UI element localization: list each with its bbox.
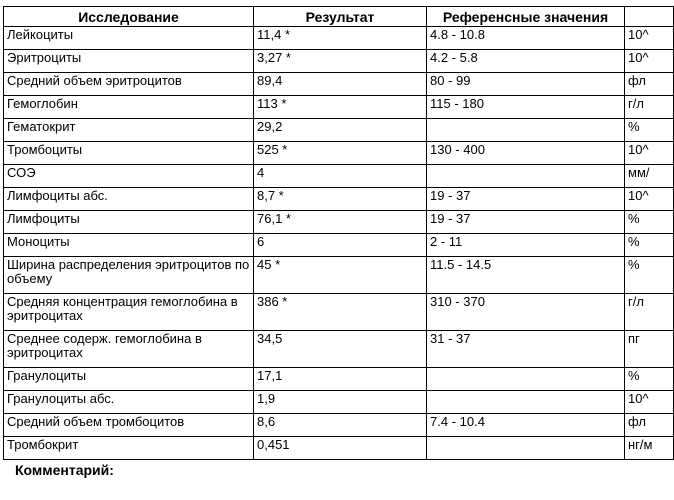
cell-result: 3,27 * <box>254 50 427 73</box>
comment-label: Комментарий: <box>15 462 114 478</box>
cell-result: 113 * <box>254 96 427 119</box>
cell-unit: % <box>625 234 674 257</box>
cell-unit: 10^ <box>625 391 674 414</box>
cell-test-name: Тромбокрит <box>4 437 254 460</box>
cell-test-name: Тромбоциты <box>4 142 254 165</box>
cell-test-name: Средний объем эритроцитов <box>4 73 254 96</box>
table-row <box>4 257 674 294</box>
cell-reference: 115 - 180 <box>427 96 625 119</box>
cell-reference: 310 - 370 <box>427 294 625 331</box>
cell-unit: % <box>625 211 674 234</box>
cell-unit: 10^ <box>625 27 674 50</box>
cell-test-name: Среднее содерж. гемоглобина в эритроцитах <box>4 331 254 368</box>
cell-reference: 31 - 37 <box>427 331 625 368</box>
cell-test-name: Моноциты <box>4 234 254 257</box>
cell-result: 29,2 <box>254 119 427 142</box>
results-table <box>3 6 674 460</box>
table-row <box>4 96 674 119</box>
table-row <box>4 27 674 50</box>
cell-unit: % <box>625 119 674 142</box>
cell-test-name: Гемоглобин <box>4 96 254 119</box>
cell-unit: нг/м <box>625 437 674 460</box>
cell-reference <box>427 437 625 460</box>
cell-reference <box>427 368 625 391</box>
table-row <box>4 234 674 257</box>
header-unit <box>625 7 674 27</box>
cell-unit: фл <box>625 414 674 437</box>
cell-unit: фл <box>625 73 674 96</box>
cell-unit: пг <box>625 331 674 368</box>
cell-result: 17,1 <box>254 368 427 391</box>
cell-reference: 7.4 - 10.4 <box>427 414 625 437</box>
cell-result: 89,4 <box>254 73 427 96</box>
cell-test-name: СОЭ <box>4 165 254 188</box>
cell-result: 34,5 <box>254 331 427 368</box>
cell-result: 45 * <box>254 257 427 294</box>
table-row <box>4 142 674 165</box>
table-row <box>4 437 674 460</box>
cell-test-name: Средний объем тромбоцитов <box>4 414 254 437</box>
table-row <box>4 391 674 414</box>
cell-result: 6 <box>254 234 427 257</box>
table-row <box>4 331 674 368</box>
cell-reference <box>427 165 625 188</box>
cell-test-name: Гранулоциты <box>4 368 254 391</box>
cell-unit: % <box>625 368 674 391</box>
table-row <box>4 165 674 188</box>
cell-result: 8,7 * <box>254 188 427 211</box>
cell-reference: 19 - 37 <box>427 211 625 234</box>
cell-reference: 11.5 - 14.5 <box>427 257 625 294</box>
cell-test-name: Средняя концентрация гемоглобина в эритроцитах <box>4 294 254 331</box>
table-row <box>4 73 674 96</box>
cell-unit: мм/ <box>625 165 674 188</box>
cell-reference: 4.2 - 5.8 <box>427 50 625 73</box>
cell-reference: 130 - 400 <box>427 142 625 165</box>
cell-result: 1,9 <box>254 391 427 414</box>
cell-reference: 80 - 99 <box>427 73 625 96</box>
cell-result: 0,451 <box>254 437 427 460</box>
cell-test-name: Гранулоциты абс. <box>4 391 254 414</box>
cell-unit: г/л <box>625 96 674 119</box>
cell-result: 525 * <box>254 142 427 165</box>
table-row <box>4 119 674 142</box>
cell-unit: % <box>625 257 674 294</box>
cell-unit: 10^ <box>625 50 674 73</box>
cell-unit: 10^ <box>625 142 674 165</box>
table-row <box>4 50 674 73</box>
cell-test-name: Гематокрит <box>4 119 254 142</box>
header-test: Исследование <box>4 7 254 27</box>
cell-result: 8,6 <box>254 414 427 437</box>
cell-result: 76,1 * <box>254 211 427 234</box>
header-reference: Референсные значения <box>427 7 625 27</box>
cell-reference: 2 - 11 <box>427 234 625 257</box>
cell-unit: 10^ <box>625 188 674 211</box>
cell-test-name: Эритроциты <box>4 50 254 73</box>
table-row <box>4 414 674 437</box>
cell-reference <box>427 391 625 414</box>
cell-result: 4 <box>254 165 427 188</box>
cell-result: 11,4 * <box>254 27 427 50</box>
table-row <box>4 211 674 234</box>
cell-test-name: Ширина распределения эритроцитов по объему <box>4 257 254 294</box>
cell-test-name: Лимфоциты <box>4 211 254 234</box>
cell-result: 386 * <box>254 294 427 331</box>
table-row <box>4 294 674 331</box>
header-result: Результат <box>254 7 427 27</box>
table-header-row <box>4 7 674 27</box>
cell-reference <box>427 119 625 142</box>
cell-test-name: Лейкоциты <box>4 27 254 50</box>
cell-unit: г/л <box>625 294 674 331</box>
table-row <box>4 188 674 211</box>
cell-test-name: Лимфоциты абс. <box>4 188 254 211</box>
cell-reference: 19 - 37 <box>427 188 625 211</box>
table-row <box>4 368 674 391</box>
cell-reference: 4.8 - 10.8 <box>427 27 625 50</box>
